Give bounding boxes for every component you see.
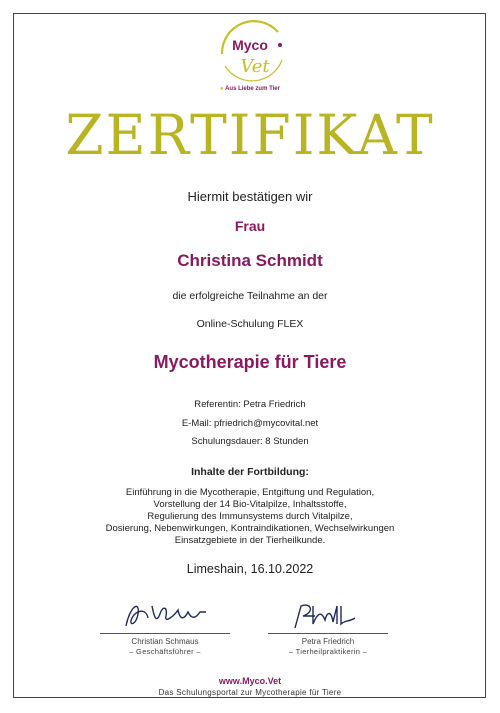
- course-title: Mycotherapie für Tiere: [153, 352, 347, 372]
- contents-list: [0, 487, 500, 547]
- certificate-title: ZERTIFIKAT: [65, 103, 435, 167]
- recipient-name: Christina Schmidt: [177, 251, 323, 270]
- signer-role: – Tierheilpraktikerin –: [288, 647, 368, 656]
- salutation: Frau: [234, 218, 266, 234]
- signer-name: Christian Schmaus: [131, 637, 199, 646]
- place-date: Limeshain, 16.10.2022: [186, 562, 314, 576]
- signer-name: Petra Friedrich: [301, 637, 355, 646]
- contents-item: Einführung in die Mycotherapie, Entgiftung und Regulation,: [125, 487, 375, 498]
- participation-text: die erfolgreiche Teilnahme an der: [172, 290, 328, 302]
- footer-url[interactable]: www.Myco.Vet: [218, 676, 282, 686]
- signer-role: – Geschäftsführer –: [129, 647, 201, 656]
- speaker: Referentin: Petra Friedrich: [194, 399, 306, 410]
- logo-line1: Myco: [232, 37, 268, 53]
- contents-item: Regulierung des Immunsystems durch Vitalpilze,: [147, 511, 353, 522]
- footer-tagline: Das Schulungsportal zur Mycotherapie für Tiere: [158, 688, 342, 697]
- logo-line2: Vet: [240, 56, 270, 77]
- signature-line: [268, 633, 388, 634]
- signature-schmaus: [118, 596, 218, 632]
- duration: Schulungsdauer: 8 Stunden: [191, 436, 309, 447]
- intro-text: Hiermit bestätigen wir: [187, 189, 313, 204]
- signature-line: [100, 633, 230, 634]
- contents-item: Vorstellung der 14 Bio-Vitalpilze, Inhaltsstoffe,: [153, 499, 347, 510]
- paw-icon: ●: [220, 86, 224, 92]
- contents-item: Dosierung, Nebenwirkungen, Kontraindikationen, Wechselwirkungen: [105, 523, 395, 534]
- logo-tagline: ● Aus Liebe zum Tier: [220, 86, 280, 92]
- email: E-Mail: pfriedrich@mycovital.net: [181, 418, 319, 429]
- contents-heading: Inhalte der Fortbildung:: [191, 466, 309, 478]
- signature-friedrich: [285, 600, 375, 632]
- contents-item: Einsatzgebiete in der Tierheilkunde.: [174, 535, 326, 546]
- course-type: Online-Schulung FLEX: [196, 318, 304, 330]
